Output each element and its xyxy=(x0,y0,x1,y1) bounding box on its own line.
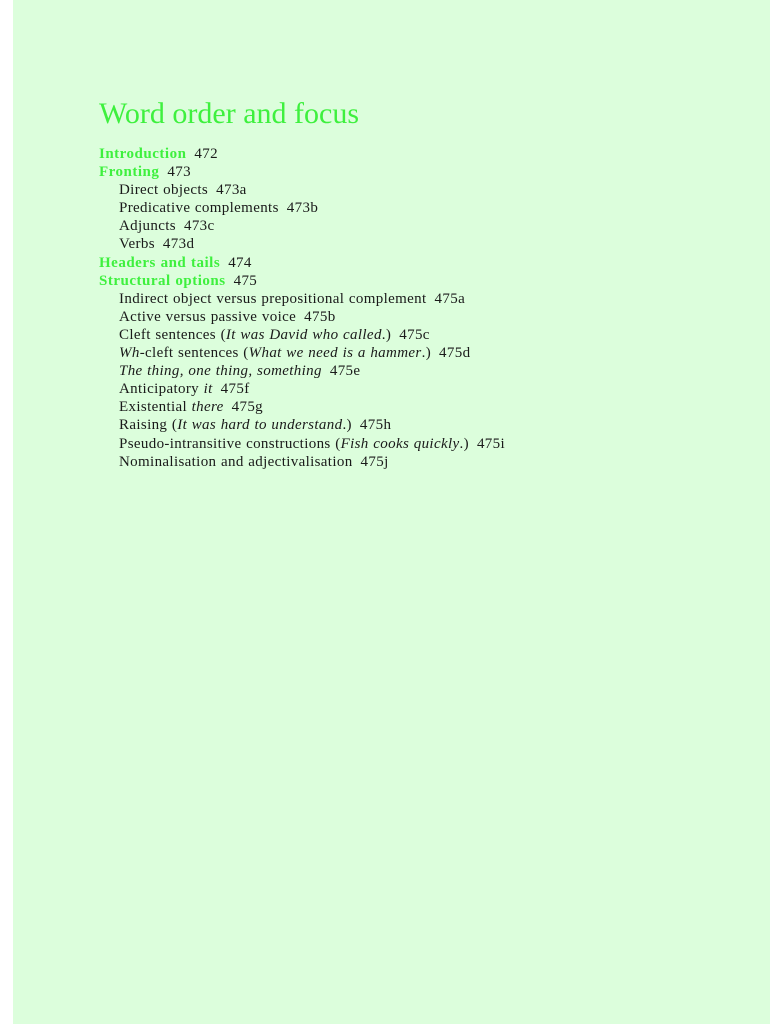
toc-item-label: Verbs xyxy=(119,236,155,253)
toc-section-ref: 473 xyxy=(167,164,191,181)
toc-item-ref: 473c xyxy=(183,218,215,235)
toc-item-existential-there[interactable] xyxy=(99,398,505,416)
toc-item-verbs[interactable] xyxy=(99,235,505,253)
toc-section-introduction[interactable] xyxy=(99,145,505,163)
toc-item-label-tail: .) xyxy=(342,417,352,434)
toc-section-label: Structural options xyxy=(99,272,226,289)
toc-item-anticipatory-it[interactable] xyxy=(99,380,505,398)
toc-item-example: it xyxy=(203,381,213,398)
toc-item-active-passive[interactable] xyxy=(99,308,505,326)
toc-item-label: Cleft sentences ( xyxy=(119,326,226,343)
toc-item-label: Predicative complements xyxy=(119,200,279,217)
table-of-contents xyxy=(99,145,505,471)
toc-item-ref: 475i xyxy=(476,435,506,452)
toc-item-label: Raising ( xyxy=(119,417,178,434)
toc-item-label: Adjuncts xyxy=(119,218,176,235)
toc-item-label: Nominalisation and adjectivalisation xyxy=(119,453,353,470)
toc-section-ref: 472 xyxy=(194,146,218,162)
toc-item-ref: 475c xyxy=(399,326,430,343)
toc-item-ref: 473b xyxy=(286,200,319,217)
toc-item-ref: 475f xyxy=(220,381,250,398)
toc-item-label: Active versus passive voice xyxy=(119,308,297,325)
toc-item-label: Indirect object versus prepositional complement xyxy=(119,290,427,307)
toc-item-label-tail: .) xyxy=(459,435,469,452)
toc-section-label: Introduction xyxy=(99,146,187,162)
toc-item-ref: 475b xyxy=(304,308,336,325)
toc-section-ref: 474 xyxy=(228,254,252,271)
toc-section-ref: 475 xyxy=(233,272,258,289)
toc-item-direct-objects[interactable] xyxy=(99,181,505,199)
toc-section-headers-and-tails[interactable] xyxy=(99,254,505,272)
toc-item-example: What we need is a hammer xyxy=(248,345,422,362)
toc-item-label: Pseudo-intransitive constructions ( xyxy=(119,435,341,452)
toc-item-indirect-object[interactable] xyxy=(99,290,505,308)
toc-item-ref: 475j xyxy=(360,453,389,470)
toc-item-ref: 475e xyxy=(329,363,361,380)
toc-item-ref: 475d xyxy=(439,345,471,362)
toc-item-ref: 473a xyxy=(216,182,247,199)
toc-item-label-italic: Wh xyxy=(119,345,140,362)
toc-item-label-tail: .) xyxy=(421,345,432,362)
toc-item-example: there xyxy=(191,399,224,416)
toc-item-cleft-sentences[interactable] xyxy=(99,326,505,344)
toc-section-label: Headers and tails xyxy=(99,254,221,271)
toc-item-example: It was David who called xyxy=(225,326,382,343)
chapter-title: Word order and focus xyxy=(99,97,359,130)
toc-item-predicative-complements[interactable] xyxy=(99,199,505,217)
toc-item-example: It was hard to understand xyxy=(177,417,343,434)
toc-item-wh-cleft-sentences[interactable] xyxy=(99,344,505,362)
toc-item-example: The thing, one thing, something xyxy=(119,363,322,380)
toc-item-label: -cleft sentences ( xyxy=(139,345,249,362)
toc-item-adjuncts[interactable] xyxy=(99,217,505,235)
toc-item-label: Anticipatory xyxy=(119,381,204,398)
toc-item-ref: 475g xyxy=(231,399,264,416)
toc-section-fronting[interactable] xyxy=(99,163,505,181)
toc-section-label: Fronting xyxy=(99,164,160,181)
toc-section-structural-options[interactable] xyxy=(99,272,505,290)
toc-item-label: Direct objects xyxy=(119,182,209,199)
toc-item-nominalisation[interactable] xyxy=(99,453,505,471)
toc-item-pseudo-intransitive[interactable] xyxy=(99,435,505,453)
toc-item-the-thing[interactable] xyxy=(99,362,505,380)
toc-item-label-tail: .) xyxy=(381,326,392,343)
toc-item-label: Existential xyxy=(119,399,192,416)
toc-item-example: Fish cooks quickly xyxy=(340,435,460,452)
toc-item-ref: 475h xyxy=(359,417,392,434)
toc-item-ref: 473d xyxy=(162,236,195,253)
page xyxy=(13,0,770,1024)
toc-item-ref: 475a xyxy=(434,290,466,307)
toc-item-raising[interactable] xyxy=(99,416,505,434)
